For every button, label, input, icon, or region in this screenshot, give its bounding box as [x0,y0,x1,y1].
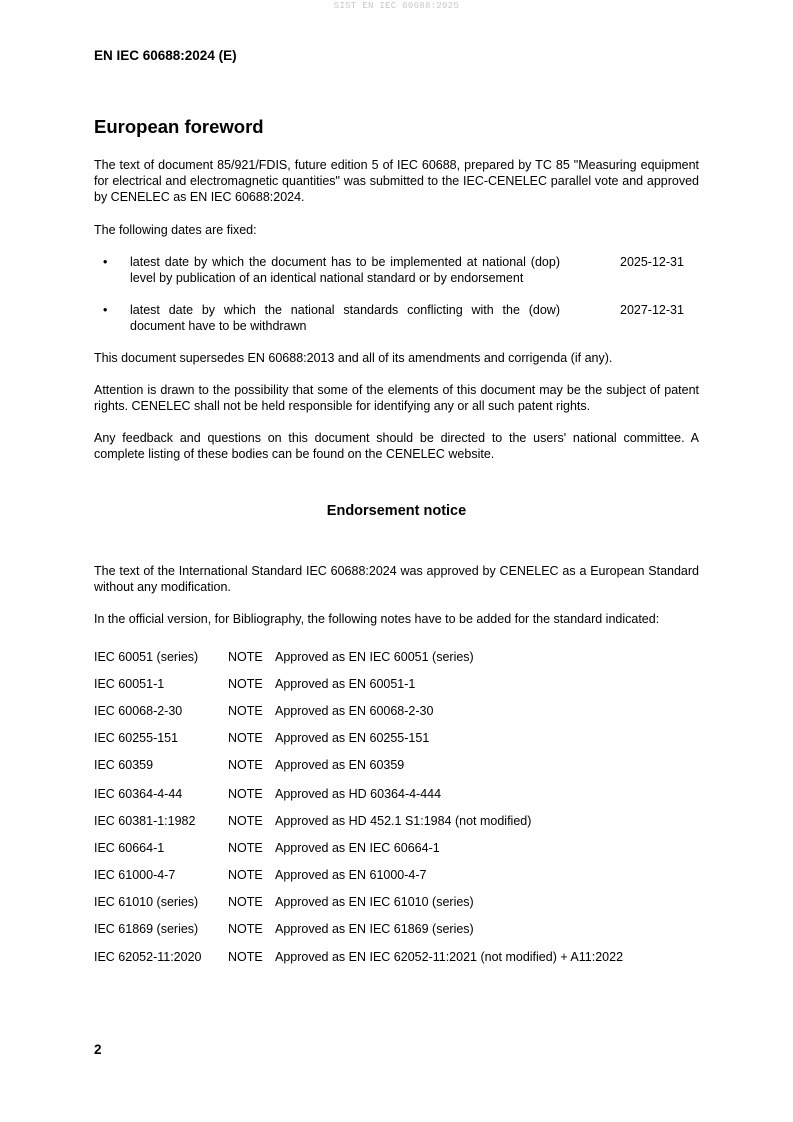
note-approved: Approved as EN 61000-4-7 [275,868,427,882]
note-ref: IEC 60051-1 [94,677,165,691]
note-label: NOTE [228,758,263,772]
note-ref: IEC 60051 (series) [94,650,199,664]
note-label: NOTE [228,731,263,745]
note-approved: Approved as EN IEC 61010 (series) [275,895,474,909]
note-ref: IEC 61869 (series) [94,922,199,936]
note-approved: Approved as EN 60068-2-30 [275,704,434,718]
page-number: 2 [94,1042,102,1057]
date-item-dow-line1: latest date by which the national standards conflicting with the (dow) [130,303,560,317]
bibliography-intro: In the official version, for Bibliography, the following notes have to be added for the standard indicated: [94,612,660,626]
note-label: NOTE [228,922,263,936]
note-approved: Approved as HD 60364-4-444 [275,787,442,801]
note-approved: Approved as EN 60255-151 [275,731,430,745]
note-label: NOTE [228,650,263,664]
patent-text: Attention is drawn to the possibility that some of the elements of this document may be the subject of patent rights. CENELEC shall not be held responsible for identifying any or all such patent rights. [94,383,699,413]
note-ref: IEC 60664-1 [94,841,165,855]
note-approved: Approved as EN IEC 61869 (series) [275,922,474,936]
date-item-dow-line2: document have to be withdrawn [130,319,307,333]
note-ref: IEC 61000-4-7 [94,868,176,882]
date-dop: 2025-12-31 [620,255,684,269]
note-ref: IEC 62052-11:2020 [94,950,202,964]
note-ref: IEC 60364-4-44 [94,787,183,801]
document-id: EN IEC 60688:2024 (E) [94,48,237,63]
dates-intro: The following dates are fixed: [94,223,257,237]
date-item-dop-line1: latest date by which the document has to be implemented at national (dop) [130,255,560,269]
note-ref: IEC 60359 [94,758,154,772]
bullet-dop: • [103,255,108,269]
note-label: NOTE [228,787,263,801]
note-approved: Approved as EN IEC 60051 (series) [275,650,474,664]
note-ref: IEC 61010 (series) [94,895,199,909]
date-item-dop-line2: level by publication of an identical national standard or by endorsement [130,271,524,285]
date-dow: 2027-12-31 [620,303,684,317]
foreword-title: European foreword [94,116,264,137]
note-label: NOTE [228,704,263,718]
date-item-dop [130,254,560,286]
watermark: SIST EN IEC 60688:2025 [333,1,460,11]
feedback-text: Any feedback and questions on this document should be directed to the users' national committee. A complete listing of these bodies can be found on the CENELEC website. [94,431,699,461]
note-label: NOTE [228,814,263,828]
note-ref: IEC 60381-1:1982 [94,814,196,828]
note-approved: Approved as EN 60051-1 [275,677,416,691]
note-approved: Approved as EN IEC 62052-11:2021 (not modified) + A11:2022 [275,950,624,964]
note-approved: Approved as HD 452.1 S1:1984 (not modified) [275,814,532,828]
endorsement-title: Endorsement notice [326,503,467,519]
note-approved: Approved as EN IEC 60664-1 [275,841,440,855]
note-label: NOTE [228,950,263,964]
note-ref: IEC 60255-151 [94,731,179,745]
note-approved: Approved as EN 60359 [275,758,405,772]
note-ref: IEC 60068-2-30 [94,704,183,718]
note-label: NOTE [228,895,263,909]
note-label: NOTE [228,677,263,691]
date-item-dow [130,302,560,334]
endorsement-text: The text of the International Standard IEC 60688:2024 was approved by CENELEC as a European Standard without any modification. [94,564,699,594]
note-label: NOTE [228,841,263,855]
foreword-intro: The text of document 85/921/FDIS, future edition 5 of IEC 60688, prepared by TC 85 "Measuring equipment for electrical and electromagnetic quantities" was submitted to the IEC-CENELEC parallel vote and approved by CENELEC as EN IEC 60688:2024. [94,158,699,204]
bullet-dow: • [103,303,108,317]
supersedes-text: This document supersedes EN 60688:2013 and all of its amendments and corrigenda (if any). [94,351,613,365]
note-label: NOTE [228,868,263,882]
